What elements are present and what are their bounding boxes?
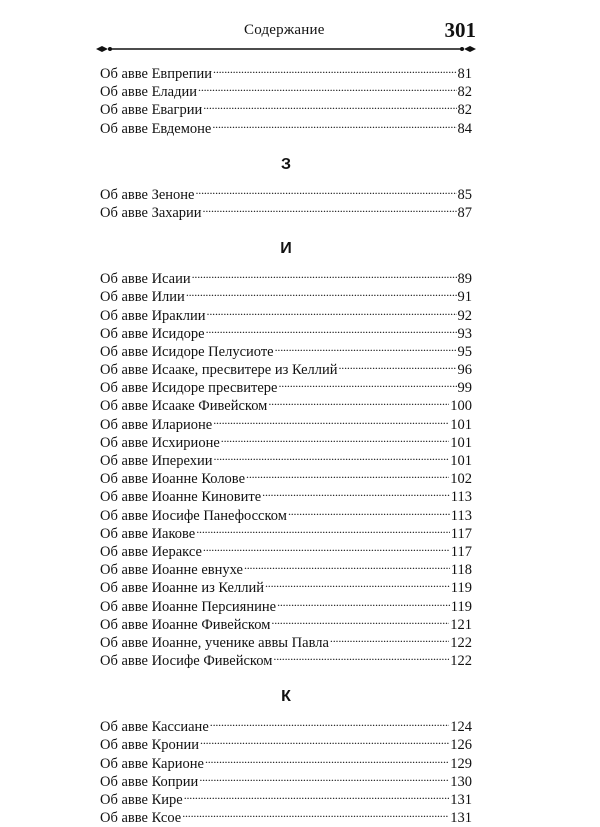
toc-entry-title: Об авве Исааке Фивейском	[100, 398, 268, 415]
toc-entry-title: Об авве Исидоре Пелусиоте	[100, 343, 274, 360]
toc-entry-title: Об авве Иоанне евнухе	[100, 562, 243, 579]
toc-entry-page: 82	[457, 84, 472, 101]
dot-leader	[277, 593, 450, 611]
toc-entry-title: Об авве Илии	[100, 289, 185, 306]
toc-entry-page: 92	[457, 307, 472, 324]
toc-entry-page: 119	[450, 598, 472, 615]
dot-leader	[203, 199, 457, 217]
toc-entry-title: Об авве Захарии	[100, 204, 202, 221]
toc-entry-page: 122	[450, 653, 472, 670]
dot-leader	[182, 804, 449, 822]
toc-entry-title: Об авве Исидоре	[100, 325, 205, 342]
toc-entry-page: 119	[450, 580, 472, 597]
toc-entry	[100, 265, 472, 288]
toc-entry-page: 81	[457, 66, 472, 82]
section-letter: К	[281, 688, 291, 706]
toc-entry-title: Об авве Иоанне Персиянине	[100, 598, 277, 615]
toc-entry-title: Об авве Зеноне	[100, 186, 195, 203]
toc-entry-page: 113	[450, 507, 472, 524]
toc-entry-page: 131	[450, 792, 472, 808]
page-number: 301	[444, 18, 476, 42]
dot-leader	[186, 283, 457, 301]
dot-leader	[203, 96, 456, 114]
toc-entry-title: Об авве Кассиане	[100, 719, 209, 736]
toc-entry-title: Об авве Еладии	[100, 84, 198, 101]
dot-leader	[196, 520, 450, 538]
dot-leader	[213, 411, 449, 429]
toc-entry-title: Об авве Иоанне Фивейском	[100, 616, 271, 633]
toc-entry-page: 129	[450, 755, 472, 772]
dot-leader	[212, 115, 456, 133]
toc-entry-title: Об авве Иосифе Панефосском	[100, 507, 287, 524]
toc-entry-title: Об авве Иакове	[100, 525, 196, 542]
toc-entry-page: 113	[450, 489, 472, 506]
dot-leader	[262, 483, 450, 501]
dot-leader	[288, 502, 450, 520]
section-letter: И	[280, 240, 292, 258]
toc-entry-title: Об авве Ксое	[100, 810, 182, 827]
dot-leader	[221, 429, 449, 447]
dot-leader	[268, 392, 449, 410]
dot-leader	[244, 556, 450, 574]
dot-leader	[275, 338, 457, 356]
toc-entry-page: 124	[450, 719, 472, 736]
toc-entry-title: Об авве Евагрии	[100, 102, 203, 119]
toc-entry-title: Об авве Иоанне, ученике аввы Павла	[100, 634, 329, 651]
dot-leader	[206, 320, 457, 338]
toc-entry-page: 101	[450, 453, 472, 469]
dot-leader	[203, 538, 450, 556]
toc-entry-page: 102	[450, 471, 472, 488]
toc-entry-page: 118	[450, 562, 472, 579]
toc-entry-title: Об авве Карионе	[100, 755, 204, 772]
toc-entry-page: 82	[457, 102, 472, 119]
dot-leader	[199, 768, 449, 786]
dot-leader	[200, 731, 449, 749]
toc-entry-page: 87	[457, 204, 472, 221]
dot-leader	[273, 647, 449, 665]
toc-entry-title: Об авве Кире	[100, 792, 183, 808]
toc-entry-page: 122	[450, 634, 472, 651]
toc-entry-title: Об авве Иоанне Колове	[100, 471, 246, 488]
toc-entry-page: 100	[450, 398, 472, 415]
toc-entry-title: Об авве Иларионе	[100, 416, 213, 433]
dot-leader	[246, 465, 449, 483]
toc-entry	[100, 181, 472, 203]
section-letter: З	[280, 155, 292, 173]
toc-entry-page: 99	[457, 380, 472, 397]
dot-leader	[271, 611, 449, 629]
dot-leader	[192, 265, 457, 283]
toc-entry-page: 95	[457, 343, 472, 360]
toc-entry-page: 117	[450, 543, 472, 560]
ornamental-rule	[96, 44, 476, 54]
toc-entry-title: Об авве Кронии	[100, 737, 200, 754]
toc-entry-title: Об авве Евпрепии	[100, 66, 213, 82]
toc-entry-title: Об авве Иосифе Фивейском	[100, 653, 273, 670]
dot-leader	[205, 750, 449, 768]
dot-leader	[339, 356, 457, 374]
toc-entry-page: 131	[450, 810, 472, 827]
dot-leader	[213, 60, 456, 78]
toc-entry-title: Об авве Исидоре пресвитере	[100, 380, 278, 397]
toc-entry-page: 89	[457, 271, 472, 288]
dot-leader	[330, 629, 449, 647]
dot-leader	[207, 302, 457, 320]
dot-leader	[184, 786, 450, 804]
toc-entry-page: 96	[457, 362, 472, 379]
toc-entry-page: 121	[450, 616, 472, 633]
toc-entry	[100, 60, 472, 82]
dot-leader	[195, 181, 456, 199]
toc-entry-title: Об авве Коприи	[100, 773, 199, 790]
dot-leader	[210, 713, 449, 731]
table-of-contents	[100, 60, 472, 827]
dot-leader	[198, 78, 456, 96]
toc-entry-title: Об авве Евдемоне	[100, 120, 212, 137]
toc-entry-page: 126	[450, 737, 472, 754]
toc-entry-title: Об авве Иперехии	[100, 453, 213, 469]
toc-entry-page: 117	[450, 525, 472, 542]
toc-entry-page: 84	[457, 120, 472, 137]
dot-leader	[214, 447, 450, 465]
header-title: Содержание	[244, 22, 325, 38]
toc-entry-title: Об авве Иераксе	[100, 543, 202, 560]
toc-entry-page: 130	[450, 773, 472, 790]
toc-entry-title: Об авве Исаии	[100, 271, 191, 288]
toc-entry-title: Об авве Исхирионе	[100, 434, 220, 451]
dot-leader	[265, 574, 450, 592]
toc-entry-page: 91	[457, 289, 472, 306]
toc-entry-title: Об авве Иоанне из Келлий	[100, 580, 264, 597]
dot-leader	[279, 374, 457, 392]
toc-entry-title: Об авве Исааке, пресвитере из Келлий	[100, 362, 338, 379]
toc-entry-page: 93	[457, 325, 472, 342]
toc-entry-page: 101	[450, 416, 472, 433]
toc-entry-title: Об авве Иоанне Киновите	[100, 489, 262, 506]
toc-entry-title: Об авве Ираклии	[100, 307, 206, 324]
toc-entry-page: 101	[450, 434, 472, 451]
toc-entry	[100, 713, 472, 736]
toc-entry-page: 85	[457, 186, 472, 203]
